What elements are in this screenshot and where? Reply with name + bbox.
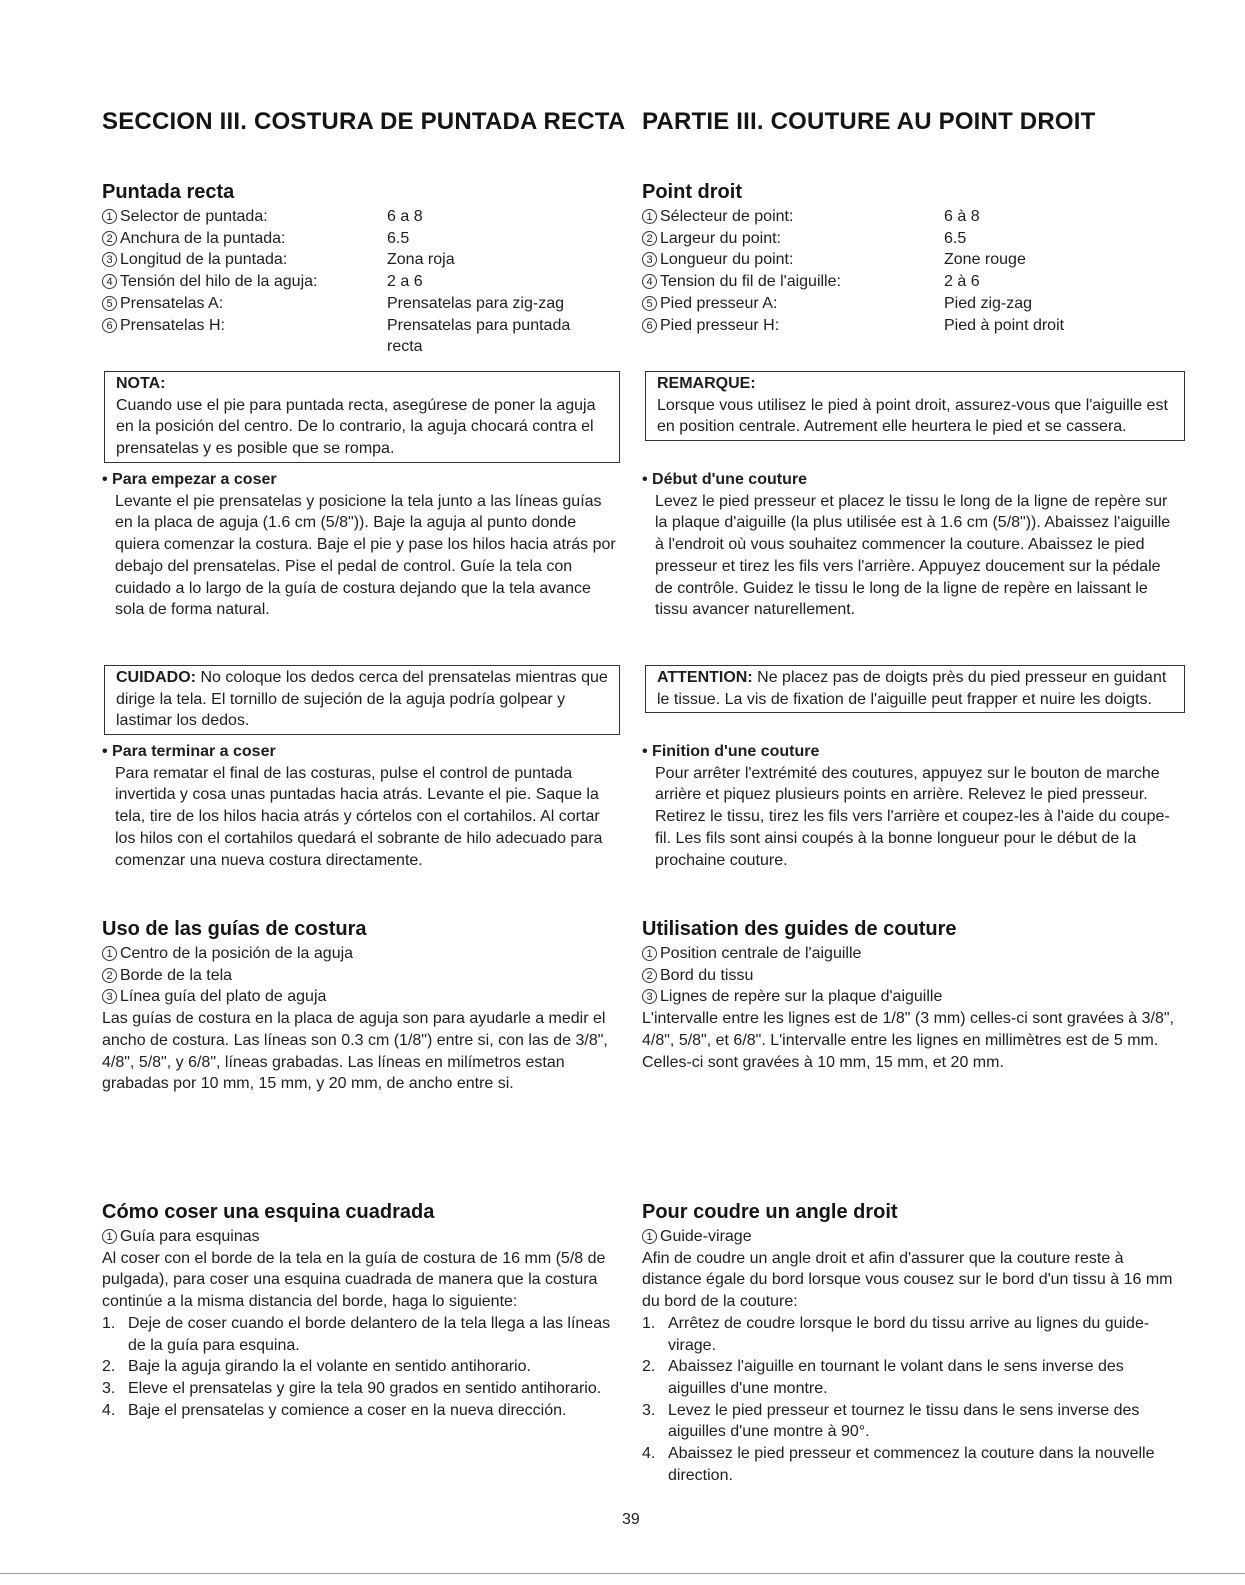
setting-label: Pied presseur A: — [660, 294, 778, 312]
guide-label: Línea guía del plato de aguja — [120, 988, 327, 1006]
guides-text: L'intervalle entre les lignes est de 1/8" (3 mm) celles-ci sont gravées à 3/8", 4/8", 5/8", et 6/8". L'intervalle entre les lignes en millimètres est de 5 mm. Celles-ci sont gravées à 10 mm, 15 mm, et 20 mm. — [642, 1010, 1174, 1071]
setting-label: Sélecteur de point: — [660, 208, 794, 225]
circled-number-icon: 1 — [102, 1229, 117, 1244]
setting-row — [102, 228, 620, 250]
step-text: Levez le pied presseur et tournez le tissu dans le sens inverse des aiguilles d'une montre à 90°. — [668, 1401, 1140, 1441]
corner-label: Guía para esquinas — [120, 1228, 260, 1245]
square-corner-es — [102, 1200, 627, 1421]
section-title: Pour coudre un angle droit — [642, 1201, 898, 1223]
setting-label: Tensión del hilo de la aguja: — [120, 273, 318, 291]
note-title: REMARQUE: — [657, 375, 756, 392]
page-heading-fr: PARTIE III. COUTURE AU POINT DROIT — [642, 108, 1096, 135]
settings-list — [642, 206, 1177, 336]
setting-label: Prensatelas A: — [120, 294, 224, 312]
setting-label: Pied presseur H: — [660, 316, 780, 334]
caution-title: ATTENTION: — [657, 669, 753, 686]
start-sewing-es — [102, 469, 620, 621]
guides-text: Las guías de costura en la placa de aguja son para ayudarle a medir el ancho de costura. Las líneas son 0.3 cm (1/8") entre si, con las de 3/8", 4/8", 5/8", y 6/8", líneas grabadas. Las líneas en milímetros estan grabadas por 10 mm, 15 mm, y 20 mm, de ancho entre si. — [102, 1010, 608, 1093]
circled-number-icon: 3 — [642, 989, 657, 1004]
circled-number-icon: 2 — [102, 968, 117, 983]
step-number: 2. — [102, 1358, 116, 1376]
seam-guides-es — [102, 917, 620, 1095]
setting-label: Largeur du point: — [660, 229, 781, 247]
circled-number-icon: 3 — [102, 252, 117, 267]
step-text: Baje el prensatelas y comience a coser en la nueva dirección. — [128, 1401, 567, 1419]
setting-row — [642, 206, 1177, 228]
guide-label: Borde de la tela — [120, 966, 233, 984]
setting-value: Prensatelas para puntada recta — [387, 316, 571, 356]
step-number: 1. — [642, 1314, 656, 1332]
setting-value: Pied à point droit — [944, 316, 1065, 334]
step-item — [642, 1356, 1182, 1399]
square-corner-fr — [642, 1200, 1182, 1486]
note-title: NOTA: — [116, 375, 166, 392]
start-text: Levez le pied presseur et placez le tissu le long de la ligne de repère sur la plaque d'aiguille (la plus utilisée est à 1.6 cm (5/8")). Abaissez l'aiguille à l'endroit où vous souhaitez commencer la couture. Abaissez le pied presseur et tirez les fils vers l'arrière. Appuyez doucement sur la pédale de contrôle. Guidez le tissu le long de la ligne de repère en laissant le tissu avancer naturellement. — [655, 492, 1171, 619]
start-title: Début d'une couture — [652, 471, 807, 488]
circled-number-icon: 4 — [102, 274, 117, 289]
circled-number-icon: 2 — [642, 231, 657, 246]
guide-label: Position centrale de l'aiguille — [660, 945, 862, 962]
setting-value: 6 a 8 — [387, 208, 423, 225]
guide-label: Bord du tissu — [660, 966, 754, 984]
circled-number-icon: 3 — [642, 252, 657, 267]
straight-stitch-section-fr — [642, 180, 1177, 336]
circled-number-icon: 1 — [642, 946, 657, 961]
section-title: Cómo coser una esquina cuadrada — [102, 1201, 435, 1223]
finish-text: Para rematar el final de las costuras, pulse el control de puntada invertida y cosa unas puntadas hacia atrás. Levante el pie. Saque la tela, tire de los hilos hacia atrás y córtelos con el cortahilos. Al cortar los hilos con el cortahilos quedará el sobrante de hilo adecuado para comenzar una nueva costura directamente. — [115, 764, 603, 869]
caution-text: No coloque los dedos cerca del prensatelas mientras que dirige la tela. El tornillo de sujeción de la aguja podría golpear y lastimar los dedos. — [116, 669, 608, 730]
caution-text: Ne placez pas de doigts près du pied presseur en guidant le tissue. La vis de fixation de l'aiguille peut frapper et nuire les doigts. — [657, 669, 1167, 708]
step-text: Baje la aguja girando la el volante en sentido antihorario. — [128, 1358, 531, 1376]
note-text: Cuando use el pie para puntada recta, asegúrese de poner la aguja en la posición del centro. De lo contrario, la aguja chocará contra el prensatelas y es posible que se rompa. — [116, 396, 596, 458]
step-text: Eleve el prensatelas y gire la tela 90 grados en sentido antihorario. — [128, 1379, 602, 1397]
setting-row — [102, 293, 620, 315]
setting-label: Longitud de la puntada: — [120, 251, 288, 269]
circled-number-icon: 3 — [102, 989, 117, 1004]
section-title: Utilisation des guides de couture — [642, 918, 957, 940]
corner-text: Afin de coudre un angle droit et afin d'assurer que la couture reste à distance égale du bord lorsque vous cousez sur le bord d'un tissu à 16 mm du bord de la couture: — [642, 1249, 1173, 1311]
guide-item — [642, 965, 1182, 987]
setting-label: Longueur du point: — [660, 251, 794, 269]
step-item — [102, 1378, 627, 1400]
step-text: Abaissez l'aiguille en tournant le volant dans le sens inverse des aiguilles d'une montre. — [668, 1358, 1124, 1397]
setting-label: Selector de puntada: — [120, 208, 268, 225]
setting-value: 6.5 — [387, 229, 410, 247]
finish-sewing-es — [102, 741, 620, 871]
circled-number-icon: 1 — [102, 946, 117, 961]
note-box-es — [104, 371, 620, 463]
setting-row — [642, 293, 1177, 315]
guide-label: Centro de la posición de la aguja — [120, 945, 354, 962]
corner-item — [102, 1226, 627, 1248]
guide-label: Lignes de repère sur la plaque d'aiguille — [660, 988, 943, 1006]
setting-value: Pied zig-zag — [944, 294, 1033, 312]
bullet-icon: • — [102, 743, 113, 760]
circled-number-icon: 6 — [642, 318, 657, 333]
section-title: Uso de las guías de costura — [102, 918, 367, 940]
start-title: Para empezar a coser — [112, 471, 277, 488]
caution-box-fr — [645, 665, 1185, 713]
seam-guides-fr — [642, 917, 1182, 1073]
step-number: 3. — [642, 1401, 656, 1419]
guide-item — [102, 943, 620, 965]
corner-label: Guide-virage — [660, 1228, 752, 1245]
finish-title: Para terminar a coser — [112, 743, 276, 760]
page-number: 39 — [622, 1511, 640, 1528]
circled-number-icon: 1 — [102, 209, 117, 224]
circled-number-icon: 1 — [642, 209, 657, 224]
setting-row — [642, 271, 1177, 293]
step-text: Arrêtez de coudre lorsque le bord du tissu arrive au lignes du guide-virage. — [668, 1314, 1150, 1354]
step-item — [102, 1313, 627, 1356]
finish-title: Finition d'une couture — [652, 743, 820, 760]
guide-item — [102, 986, 620, 1008]
circled-number-icon: 2 — [642, 968, 657, 983]
corner-text: Al coser con el borde de la tela en la guía de costura de 16 mm (5/8 de pulgada), para coser una esquina cuadrada de manera que la costura continúe a la misma distancia del borde, haga lo siguiente: — [102, 1249, 606, 1311]
setting-row — [642, 315, 1177, 337]
start-text: Levante el pie prensatelas y posicione la tela junto a las líneas guías en la placa de aguja (1.6 cm (5/8")). Baje la aguja al punto donde quiera comenzar la costura. Baje el pie y pase los hilos hacia atrás por debajo del prensatelas. Pise el pedal de control. Guíe la tela con cuidado a lo largo de la guía de costura dejando que la tela avance sola de forma natural. — [115, 492, 616, 619]
setting-value: 6 à 8 — [944, 208, 980, 225]
guide-item — [642, 943, 1182, 965]
setting-label: Tension du fil de l'aiguille: — [660, 273, 841, 291]
caution-box-es — [104, 665, 620, 735]
step-item — [102, 1400, 627, 1422]
setting-value: Zone rouge — [944, 251, 1026, 269]
section-title: Puntada recta — [102, 181, 235, 203]
step-item — [642, 1443, 1182, 1486]
setting-value: Prensatelas para zig-zag — [387, 294, 564, 312]
guide-item — [642, 986, 1182, 1008]
setting-row — [102, 206, 620, 228]
step-item — [642, 1400, 1182, 1443]
finish-sewing-fr — [642, 741, 1182, 871]
finish-text: Pour arrêter l'extrémité des coutures, appuyez sur le bouton de marche arrière et piquez plusieurs points en arrière. Relevez le pied presseur. Retirez le tissu, tirez les fils vers l'arrière et coupez-les à l'aide du coupe-fil. Les fils sont ainsi coupés à la bonne longueur pour le début de la prochaine couture. — [655, 764, 1170, 869]
setting-row — [102, 271, 620, 293]
bullet-icon: • — [642, 743, 653, 760]
setting-row — [102, 249, 620, 271]
step-item — [102, 1356, 627, 1378]
setting-row — [102, 315, 620, 358]
setting-label: Anchura de la puntada: — [120, 229, 286, 247]
step-text: Abaissez le pied presseur et commencez la couture dans la nouvelle direction. — [668, 1445, 1155, 1484]
setting-value: 2 à 6 — [944, 273, 980, 291]
circled-number-icon: 4 — [642, 274, 657, 289]
setting-label: Prensatelas H: — [120, 316, 225, 334]
start-sewing-fr — [642, 469, 1182, 621]
step-number: 4. — [642, 1445, 656, 1463]
circled-number-icon: 1 — [642, 1229, 657, 1244]
settings-list — [102, 206, 620, 358]
step-number: 2. — [642, 1358, 656, 1376]
caution-title: CUIDADO: — [116, 669, 196, 686]
setting-value: Zona roja — [387, 251, 455, 269]
circled-number-icon: 5 — [642, 296, 657, 311]
corner-item — [642, 1226, 1182, 1248]
setting-row — [642, 249, 1177, 271]
step-number: 3. — [102, 1379, 116, 1397]
page-heading-es: SECCION III. COSTURA DE PUNTADA RECTA — [102, 108, 626, 135]
guide-item — [102, 965, 620, 987]
setting-value: 6.5 — [944, 229, 967, 247]
straight-stitch-section-es — [102, 180, 620, 358]
section-title: Point droit — [642, 181, 742, 203]
setting-row — [642, 228, 1177, 250]
step-item — [642, 1313, 1182, 1356]
circled-number-icon: 6 — [102, 318, 117, 333]
note-text: Lorsque vous utilisez le pied à point droit, assurez-vous que l'aiguille est en position centrale. Autrement elle heurtera le pied et se cassera. — [657, 396, 1168, 436]
step-number: 4. — [102, 1401, 116, 1419]
step-number: 1. — [102, 1314, 116, 1332]
setting-value: 2 a 6 — [387, 273, 423, 291]
step-text: Deje de coser cuando el borde delantero de la tela llega a las líneas de la guía para esquina. — [128, 1314, 611, 1354]
bullet-icon: • — [102, 471, 113, 488]
note-box-fr — [645, 371, 1185, 441]
circled-number-icon: 2 — [102, 231, 117, 246]
footer-divider — [0, 1573, 1245, 1574]
bullet-icon: • — [642, 471, 653, 488]
circled-number-icon: 5 — [102, 296, 117, 311]
